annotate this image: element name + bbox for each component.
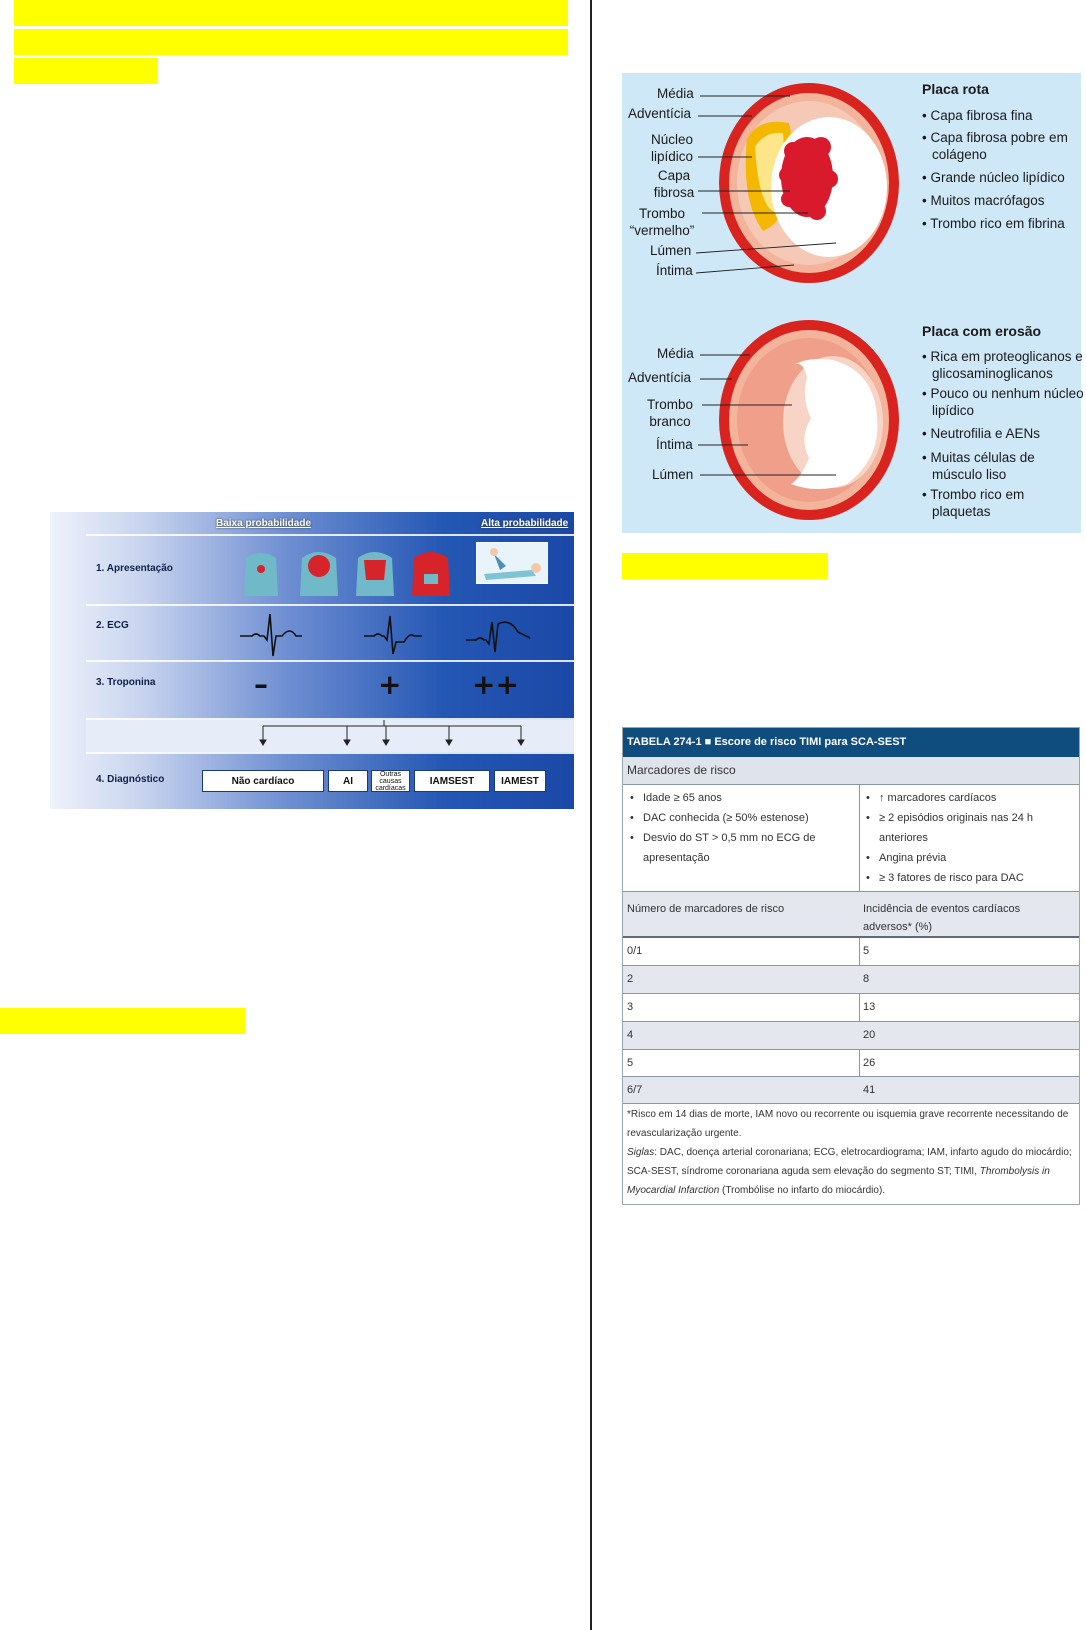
label-trombo-branco: Trombo branco xyxy=(646,397,693,429)
row-separator xyxy=(86,604,574,606)
table-row xyxy=(623,1050,1079,1076)
troponin-double-positive: ++ xyxy=(472,668,519,701)
table-row xyxy=(623,1077,1079,1103)
siglas-label: Siglas xyxy=(627,1147,655,1158)
ruptured-bullet: • Trombo rico em fibrina xyxy=(922,216,1065,231)
label-lumen: Lúmen xyxy=(652,467,694,482)
table-row xyxy=(623,994,1079,1021)
row-label-presentation: 1. Apresentação xyxy=(96,563,173,574)
ruptured-bullet: • Grande núcleo lipídico xyxy=(922,170,1065,185)
list-item: • Desvio do ST > 0,5 mm no ECG de apresentação xyxy=(627,828,859,868)
label-adventicia: Adventícia xyxy=(628,370,692,385)
siglas-italic: Thrombolysis in Myocardial Infarction xyxy=(627,1166,1050,1196)
erosion-plaque-title: Placa com erosão xyxy=(922,323,1042,339)
list-item: • DAC conhecida (≥ 50% estenose) xyxy=(627,808,859,828)
ecg-st-elevation-trace xyxy=(466,622,530,652)
troponin-positive: + xyxy=(378,668,402,701)
highlight-bar xyxy=(14,58,158,84)
erosion-bullet: • Pouco ou nenhum núcleo lipídico xyxy=(922,386,1084,418)
erosion-bullet: • Rica em proteoglicanos e glicosaminoglicanos xyxy=(922,349,1083,381)
row-label-troponin: 3. Troponina xyxy=(96,677,156,688)
column-header-markers: Número de marcadores de risco xyxy=(627,903,785,915)
diagnosis-arrows xyxy=(50,720,574,760)
row-separator xyxy=(86,660,574,662)
table-cell-markers: 6/7 xyxy=(627,1084,643,1096)
table-cell-markers: 5 xyxy=(627,1057,634,1069)
highlight-bar xyxy=(14,29,568,55)
ruptured-plaque-title: Placa rota xyxy=(922,81,989,97)
ruptured-bullet: • Capa fibrosa fina xyxy=(922,108,1033,123)
table-subtitle: Marcadores de risco xyxy=(623,757,1079,784)
row-label-diagnosis: 4. Diagnóstico xyxy=(96,774,165,785)
table-cell-markers: 4 xyxy=(627,1029,634,1041)
torso-icon xyxy=(412,552,450,596)
torso-pain-illustrations xyxy=(238,544,468,598)
timi-risk-table xyxy=(622,727,1080,1205)
table-cell-incidence: 8 xyxy=(863,973,870,985)
row-label-ecg: 2. ECG xyxy=(96,620,129,631)
torso-icon xyxy=(300,552,338,596)
label-intima: Íntima xyxy=(656,437,693,452)
ecg-traces xyxy=(238,612,538,658)
table-cell-incidence: 5 xyxy=(863,945,870,957)
erosion-bullet: • Neutrofilia e AENs xyxy=(922,426,1041,441)
label-media: Média xyxy=(657,346,694,361)
risk-markers-left xyxy=(623,788,859,868)
table-footnote xyxy=(623,1103,1079,1202)
label-trombo-vermelho: Trombo “vermelho” xyxy=(629,206,695,238)
column-divider xyxy=(590,0,592,1630)
table-cell-markers: 3 xyxy=(627,1001,634,1013)
table-cell-markers: 0/1 xyxy=(627,945,643,957)
list-item: • ↑ marcadores cardíacos xyxy=(863,788,1079,808)
footnote-risk: *Risco em 14 dias de morte, IAM novo ou recorrente ou isquemia grave recorrente necessitando de revascularização urgente. xyxy=(627,1109,1069,1139)
highlight-bar xyxy=(622,553,828,579)
list-item: • Angina prévia xyxy=(863,848,1079,868)
diagnosis-iamsest: IAMSEST xyxy=(414,770,490,792)
list-item: • ≥ 2 episódios originais nas 24 h anteriores xyxy=(863,808,1079,848)
torso-icon xyxy=(356,552,394,596)
collapsed-patient-icon xyxy=(476,542,548,584)
siglas-end: (Trombólise no infarto do miocárdio). xyxy=(719,1185,886,1196)
table-row xyxy=(623,966,1079,993)
table-cell-incidence: 20 xyxy=(863,1029,876,1041)
erosion-bullet: • Muitas células de músculo liso xyxy=(922,450,1035,482)
highlight-bar xyxy=(0,1008,245,1034)
ruptured-bullet: • Capa fibrosa pobre em colágeno xyxy=(922,130,1068,162)
highlight-bar xyxy=(14,0,568,26)
ecg-st-depression-trace xyxy=(364,616,422,654)
table-row xyxy=(623,1022,1079,1049)
table-cell-incidence: 26 xyxy=(863,1057,876,1069)
label-media: Média xyxy=(657,86,694,101)
risk-markers-right xyxy=(859,788,1079,888)
troponin-negative: – xyxy=(254,668,268,701)
plaque-figure xyxy=(622,73,1084,533)
row-separator xyxy=(86,534,574,536)
diagnosis-other-cardiac: Outras causas cardíacas xyxy=(371,770,410,792)
acs-diagnosis-figure xyxy=(50,512,574,809)
table-row xyxy=(623,938,1079,965)
ruptured-bullet: • Muitos macrófagos xyxy=(922,193,1045,208)
torso-icon xyxy=(244,553,278,596)
label-lumen: Lúmen xyxy=(650,243,692,258)
header-high-probability: Alta probabilidade xyxy=(481,518,569,529)
column-header-incidence: Incidência de eventos cardíacos adversos* (%) xyxy=(863,903,1021,933)
table-cell-markers: 2 xyxy=(627,973,634,985)
label-capa-fibrosa: Capa fibrosa xyxy=(653,168,695,200)
label-intima: Íntima xyxy=(656,263,693,278)
diagnosis-ai: AI xyxy=(328,770,368,792)
erosion-bullet: • Trombo rico em plaquetas xyxy=(922,487,1025,519)
table-cell-incidence: 13 xyxy=(863,1001,876,1013)
table-cell-incidence: 41 xyxy=(863,1084,876,1096)
table-rule xyxy=(623,784,1079,785)
diagnosis-iamest: IAMEST xyxy=(494,770,546,792)
list-item: • Idade ≥ 65 anos xyxy=(627,788,859,808)
siglas-text: : DAC, doença arterial coronariana; ECG, eletrocardiograma; IAM, infarto agudo do miocárdio; SCA-SEST, síndrome coronariana aguda sem elevação do segmento ST; TIMI, xyxy=(627,1147,1072,1177)
list-item: • ≥ 3 fatores de risco para DAC xyxy=(863,868,1079,888)
ecg-normal-trace xyxy=(240,614,302,656)
label-nucleo-lipidico: Núcleo lipídico xyxy=(650,132,694,164)
table-title: TABELA 274-1 ■ Escore de risco TIMI para SCA-SEST xyxy=(623,728,1079,757)
label-adventicia: Adventícia xyxy=(628,106,692,121)
footnote-siglas xyxy=(627,1143,1075,1200)
header-low-probability: Baixa probabilidade xyxy=(216,518,312,529)
diagnosis-non-cardiac: Não cardíaco xyxy=(202,770,324,792)
